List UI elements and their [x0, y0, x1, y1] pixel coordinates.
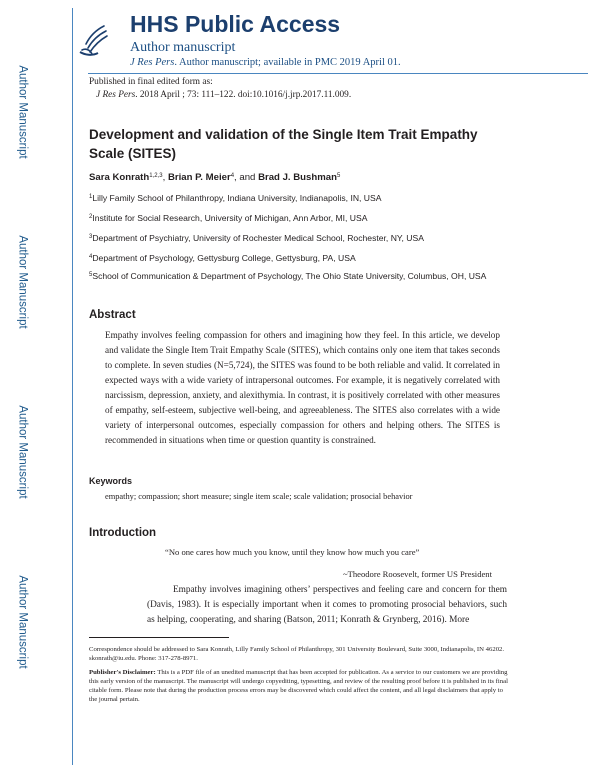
affiliation: $^5$School of Communication & Department of Psychology, The Ohio State University, Columbus, OH, USA	[89, 271, 487, 281]
sidebar-author-manuscript-label: Author Manuscript	[17, 575, 30, 669]
header-rule	[88, 73, 588, 74]
sidebar-author-manuscript-label: Author Manuscript	[17, 235, 30, 329]
keywords-text: empathy; compassion; short measure; single item scale; scale validation; prosocial behavior	[105, 492, 413, 501]
journal-availability-line: J Res Pers. Author manuscript; available in PMC 2019 April 01.	[130, 57, 401, 68]
sidebar-author-manuscript-label: Author Manuscript	[17, 405, 30, 499]
epigraph-quote: “No one cares how much you know, until they know how much you care”	[165, 547, 420, 557]
author-manuscript-subtitle: Author manuscript	[130, 40, 236, 55]
keywords-heading: Keywords	[89, 476, 133, 486]
abstract-heading: Abstract	[89, 309, 136, 321]
citation-line: J Res Pers. 2018 April ; 73: 111–122. doi:10.1016/j.jrp.2017.11.009.	[96, 90, 352, 100]
affiliation: $^4$Department of Psychology, Gettysburg College, Gettysburg, PA, USA	[89, 253, 356, 263]
sidebar-divider	[72, 8, 73, 765]
introduction-paragraph: Empathy involves imagining others’ perspectives and feeling care and concern for them (Davis, 1983). It is especially important when it comes to promoting prosocial behaviors, such as helping, cooperating, and sharing (Batson, 2011; Konrath & Grynberg, 2016). More	[147, 585, 507, 625]
correspondence-footnote: Correspondence should be addressed to Sara Konrath, Lilly Family School of Philanthropy, 301 University Boulevard, Suite 3000, Indianapolis, IN 46202. skonrath@iu.edu. Phone: 317-278-8971.	[89, 646, 505, 662]
hhs-eagle-icon	[76, 20, 110, 60]
affiliation: $^3$Department of Psychiatry, University of Rochester Medical School, Rochester, NY, USA	[89, 233, 424, 243]
sidebar-author-manuscript-label: Author Manuscript	[17, 65, 30, 159]
article-title: Development and validation of the Single Item Trait Empathy Scale (SITES)	[89, 127, 478, 161]
published-label: Published in final edited form as:	[89, 77, 213, 87]
footnote-rule	[89, 637, 229, 638]
author-list: Sara Konrath$^{1,2,3}$, Brian P. Meier$^4$, and Brad J. Bushman$^5$	[89, 172, 341, 183]
introduction-heading: Introduction	[89, 527, 157, 539]
hhs-public-access-title: HHS Public Access	[130, 11, 341, 37]
publisher-disclaimer: Publisher's Disclaimer: This is a PDF file of an unedited manuscript that has been accepted for publication. As a service to our customers we are providing this early version of the manuscript. The manuscript will undergo copyediting, typesetting, and review of the resulting proof before it is published in its final citable form. Please note that during the production process errors may be discovered which could affect the content, and all legal disclaimers that apply to the journal pertain.	[89, 669, 508, 703]
epigraph-attribution: ~Theodore Roosevelt, former US President	[342, 569, 492, 579]
affiliation: $^2$Institute for Social Research, University of Michigan, Ann Arbor, MI, USA	[89, 213, 368, 223]
affiliation: $^1$Lilly Family School of Philanthropy, Indiana University, Indianapolis, IN, USA	[89, 193, 382, 203]
abstract-text: Empathy involves feeling compassion for others and imagining how they feel. In this article, we develop and validate the Single Item Trait Empathy Scale (SITES), which contains only one item that takes seconds to complete. In seven studies (N=5,724), the SITES was found to be both reliable and valid. It correlated in expected ways with a wide variety of intrapersonal outcomes. For example, it is negatively correlated with narcissism, depression, anxiety, and alexithymia. In contrast, it is positively correlated with other measures of empathy, self-esteem, subjective well-being, and agreeableness. The SITES also correlates with a wide variety of interpersonal outcomes, especially compassion for others and helping others. The SITES is recommended in situations when time or question quantity is constrained.	[105, 330, 500, 445]
